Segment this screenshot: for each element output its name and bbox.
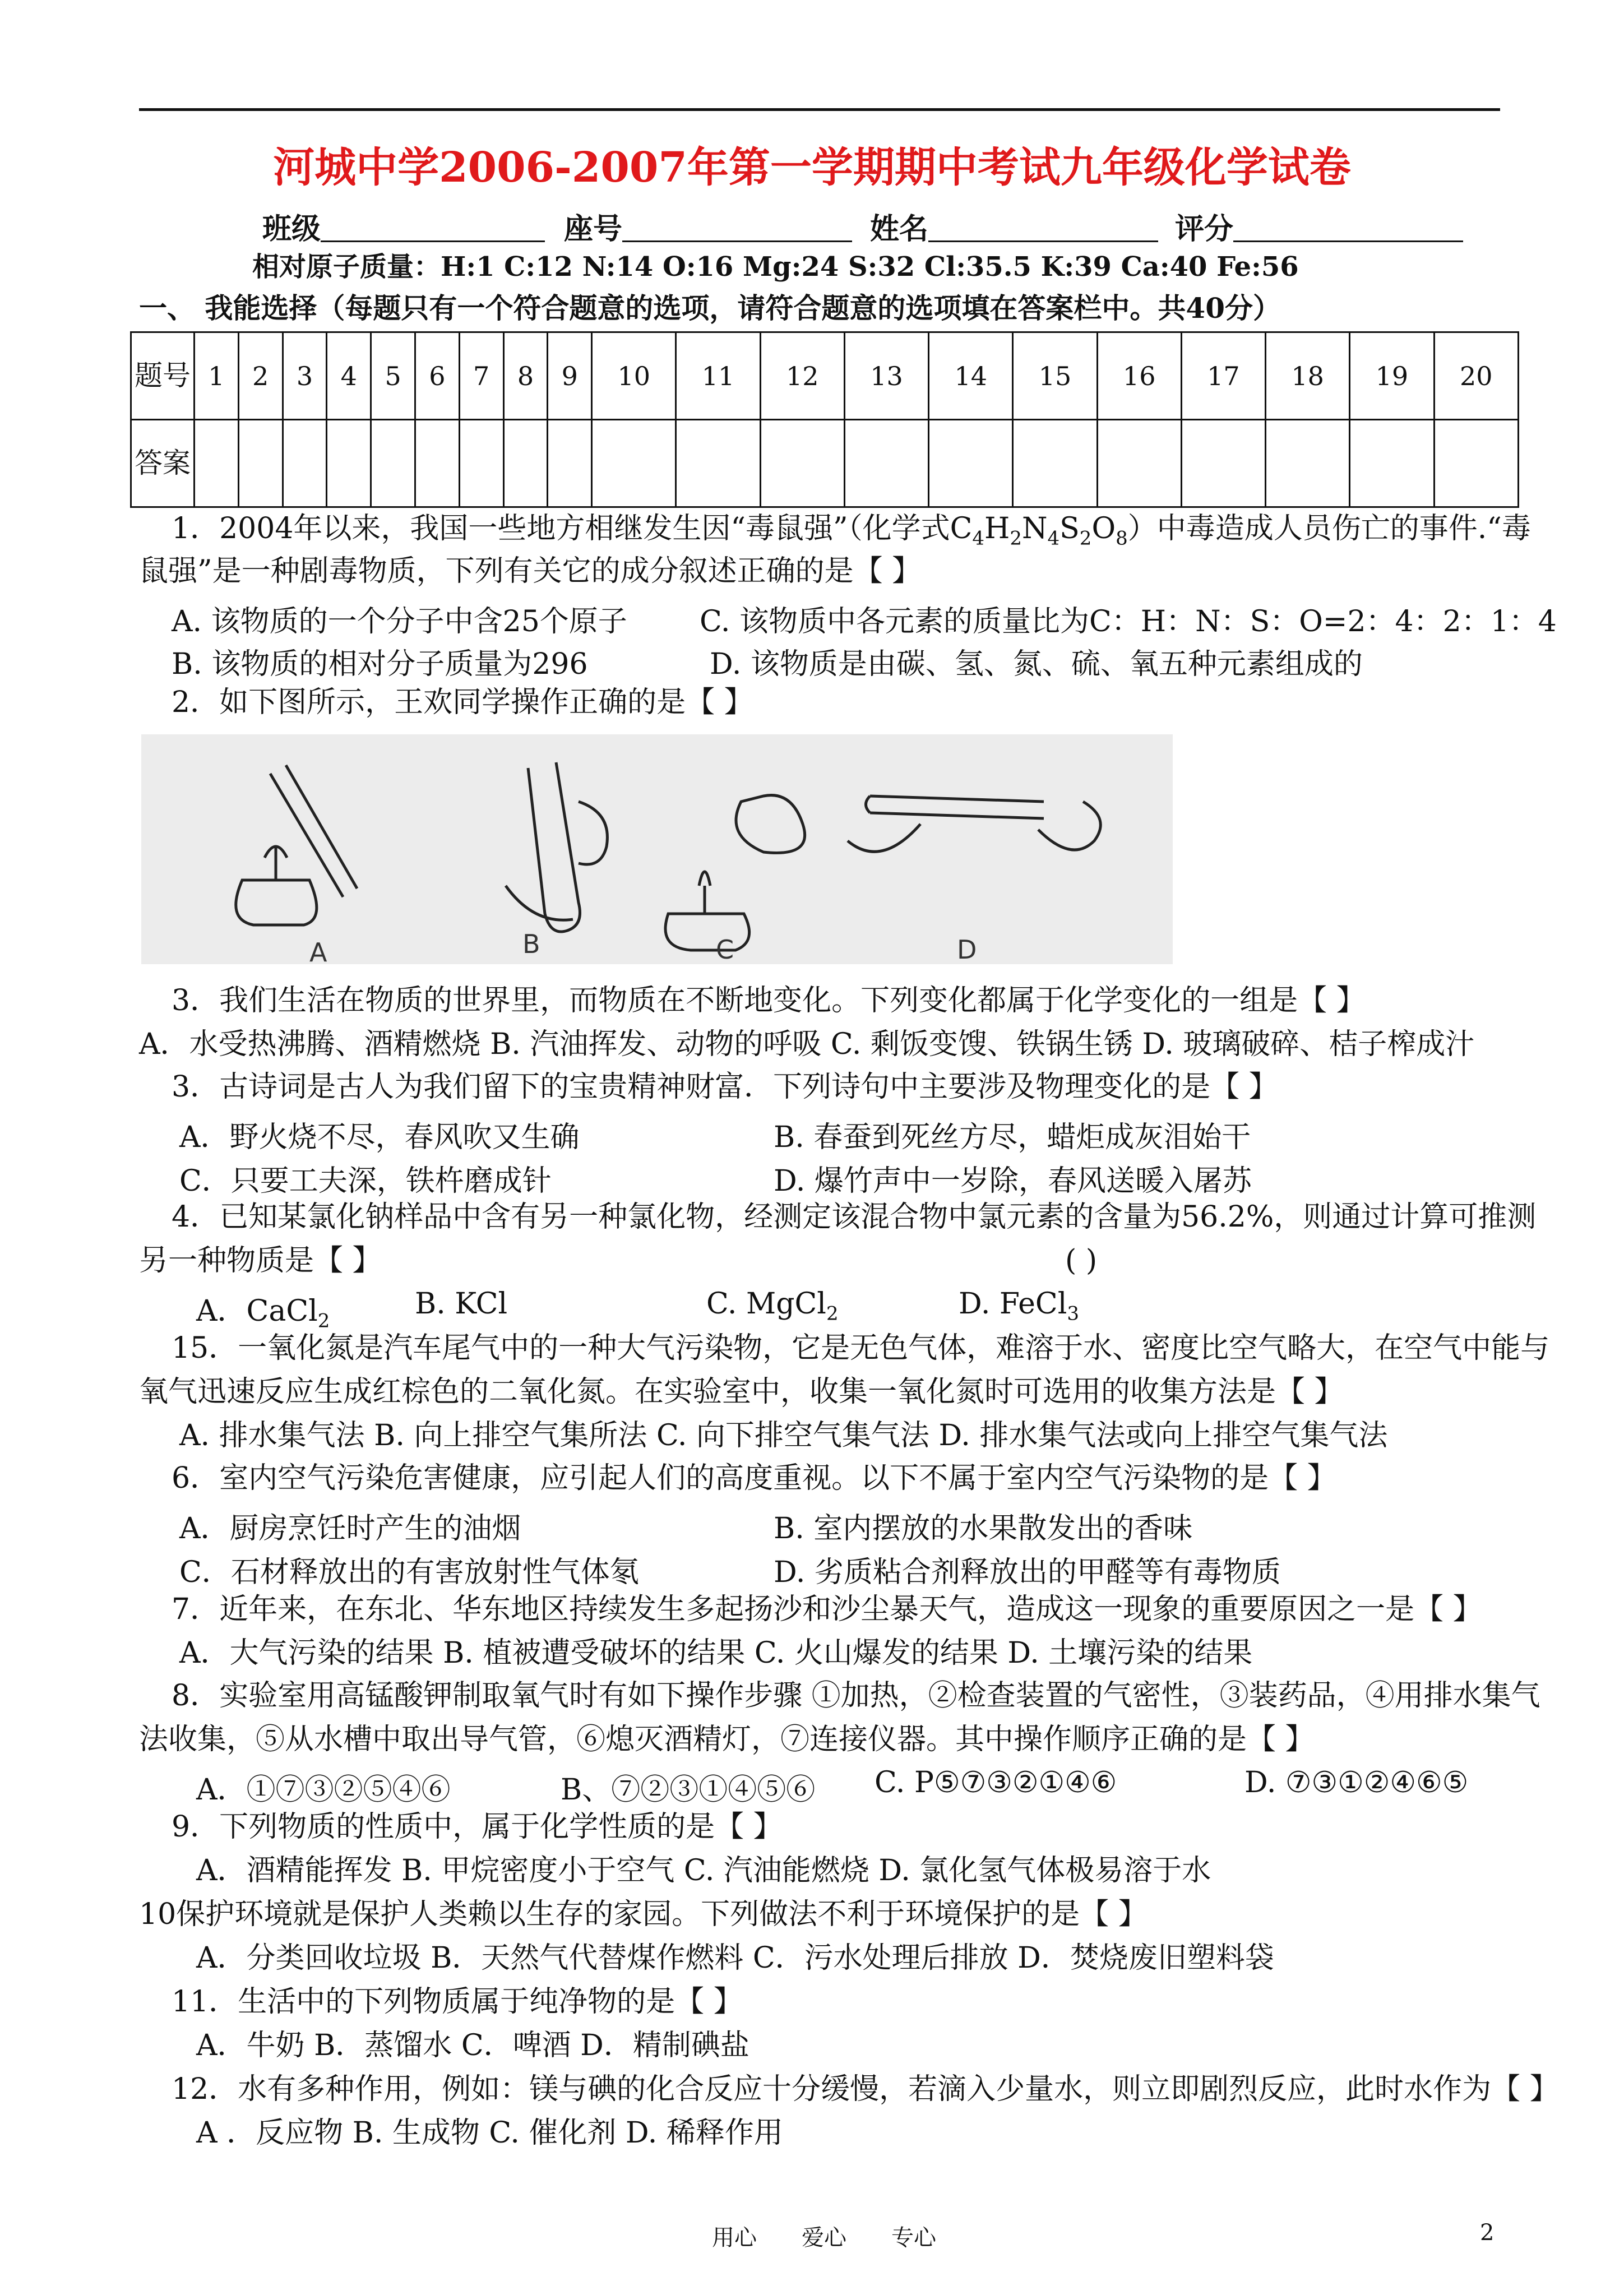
answer-cell-7[interactable] [459,420,503,507]
q-number-20: 20 [1434,332,1518,420]
q8-option-b: B、⑦②③①④⑤⑥ [561,1773,816,1807]
q10-text: 10保护环境就是保护人类赖以生存的家园。下列做法不利于环境保护的是【 】 [139,1898,1148,1931]
page-number: 2 [1480,2220,1495,2246]
q4-line1: 4．已知某氯化钠样品中含有另一种氯化物，经测定该混合物中氯元素的含量为56.2%，则通过计算可推测 [172,1200,1537,1234]
q-number-2: 2 [238,332,283,420]
q-number-17: 17 [1181,332,1265,420]
q-number-7: 7 [459,332,503,420]
q1-line2: 鼠强”是一种剧毒物质，下列有关它的成分叙述正确的是【 】 [139,554,922,588]
q2-figure [141,734,1173,964]
answer-cell-13[interactable] [844,420,928,507]
answer-cell-8[interactable] [503,420,548,507]
q11-options: A．牛奶 B．蒸馏水 C．啤酒 D．精制碘盐 [196,2029,749,2062]
q-number-5: 5 [371,332,415,420]
score-blank[interactable] [1233,212,1463,242]
answer-cell-3[interactable] [283,420,327,507]
q4-option-b: B. KCl [415,1287,508,1321]
footer-slogan-1: 用心 [712,2225,757,2251]
answer-cell-1[interactable] [195,420,239,507]
seat-blank[interactable] [622,212,852,242]
q1-text-b: ）中毒造成人员伤亡的事件.“毒 [1127,512,1531,545]
q9-text: 9．下列物质的性质中，属于化学性质的是【 】 [172,1810,783,1844]
q3b-option-a: A．野火烧不尽，春风吹又生确 [179,1121,580,1154]
class-label: 班级 [262,212,321,246]
footer-slogan-2: 爱心 [802,2225,846,2251]
q7-options: A．大气污染的结果 B. 植被遭受破坏的结果 C. 火山爆发的结果 D. 土壤污染的结果 [179,1636,1253,1670]
q7-text: 7．近年来，在东北、华东地区持续发生多起扬沙和沙尘暴天气，造成这一现象的重要原因之一是【 】 [172,1593,1482,1626]
q3b-option-c: C．只要工夫深，铁杵磨成针 [179,1164,552,1198]
q1-text-a: 1．2004年以来，我国一些地方相继发生因“毒鼠强”（化学式 [172,512,950,545]
q-number-3: 3 [283,332,327,420]
figure-label-d: D [957,934,977,964]
answer-row-label: 答案 [131,420,195,507]
q-number-16: 16 [1097,332,1181,420]
lab-operations-illustration [141,734,1173,964]
q4-option-c: C. MgCl$_2$ [706,1287,839,1325]
q15-options: A. 排水集气法 B. 向上排空气集所法 C. 向下排空气集气法 D. 排水集气法或向上排空气集气法 [179,1419,1388,1452]
answer-cell-11[interactable] [676,420,760,507]
q-number-15: 15 [1013,332,1097,420]
number-row-label: 题号 [131,332,195,420]
q4-option-d: D. FeCl$_3$ [959,1287,1079,1325]
q8-line1: 8．实验室用高锰酸钾制取氧气时有如下操作步骤 ①加热，②检查装置的气密性，③装药品，④用排水集气 [172,1679,1540,1713]
q-number-9: 9 [548,332,592,420]
q-number-4: 4 [327,332,371,420]
q-number-12: 12 [760,332,844,420]
q9-options: A．酒精能挥发 B. 甲烷密度小于空气 C. 汽油能燃烧 D. 氯化氢气体极易溶于水 [196,1854,1211,1887]
class-field [262,205,545,247]
page-title: 河城中学2006-2007年第一学期期中考试九年级化学试卷 [273,144,1351,192]
seat-label: 座号 [564,212,623,246]
q3b-text: 3．古诗词是古人为我们留下的宝贵精神财富．下列诗句中主要涉及物理变化的是【 】 [172,1070,1278,1104]
q1-option-d: D. 该物质是由碳、氢、氮、硫、氧五种元素组成的 [710,647,1363,681]
q12-text: 12．水有多种作用，例如：镁与碘的化合反应十分缓慢，若滴入少量水，则立即剧烈反应，此时水作为【 】 [172,2072,1559,2106]
q1-line1 [172,511,1531,550]
answer-cell-15[interactable] [1013,420,1097,507]
q3a-options: A．水受热沸腾、酒精燃烧 B. 汽油挥发、动物的呼吸 C. 剩饭变馊、铁锅生锈 D. 玻璃破碎、桔子榨成汁 [139,1028,1475,1061]
seat-field [564,205,852,247]
q15-line2: 氧气迅速反应生成红棕色的二氧化氮。在实验室中，收集一氧化氮时可选用的收集方法是【 】 [139,1375,1344,1409]
top-rule [139,108,1500,111]
q6-option-a: A．厨房烹饪时产生的油烟 [179,1512,521,1546]
figure-label-a: A [309,937,327,964]
q3b-option-d: D. 爆竹声中一岁除，春风送暖入屠苏 [774,1164,1252,1198]
answer-row [131,420,1519,507]
q10-options: A．分类回收垃圾 B．天然气代替煤作燃料 C．污水处理后排放 D．焚烧废旧塑料袋 [196,1941,1274,1975]
q4-option-a: A．CaCl$_2$ [196,1294,330,1332]
q-number-10: 10 [592,332,676,420]
q4-paren: ( ) [1065,1244,1098,1278]
q4-line2: 另一种物质是【 】 [139,1244,382,1278]
q8-option-d: D. ⑦③①②④⑥⑤ [1244,1766,1469,1799]
answer-cell-5[interactable] [371,420,415,507]
q12-options: A ．反应物 B. 生成物 C. 催化剂 D. 稀释作用 [196,2116,783,2150]
q-number-19: 19 [1350,332,1434,420]
q3b-option-b: B. 春蚕到死丝方尽，蜡炬成灰泪始干 [774,1121,1251,1154]
answer-cell-6[interactable] [415,420,459,507]
answer-cell-16[interactable] [1097,420,1181,507]
section-heading: 一、 我能选择（每题只有一个符合题意的选项，请符合题意的选项填在答案栏中。共40分） [139,291,1281,325]
answer-cell-19[interactable] [1350,420,1434,507]
answer-cell-9[interactable] [548,420,592,507]
answer-cell-14[interactable] [929,420,1013,507]
q11-text: 11．生活中的下列物质属于纯净物的是【 】 [172,1985,743,2019]
answer-cell-4[interactable] [327,420,371,507]
q3a-text: 3．我们生活在物质的世界里，而物质在不断地变化。下列变化都属于化学变化的一组是【 】 [172,984,1366,1017]
answer-cell-17[interactable] [1181,420,1265,507]
score-field [1175,205,1463,247]
answer-table [130,331,1519,508]
q1-option-a: A. 该物质的一个分子中含25个原子 [172,605,627,638]
q6-text: 6．室内空气污染危害健康，应引起人们的高度重视。以下不属于室内空气污染物的是【 】 [172,1461,1336,1495]
answer-cell-10[interactable] [592,420,676,507]
footer-slogan-3: 专心 [891,2225,936,2251]
answer-cell-20[interactable] [1434,420,1518,507]
q6-option-c: C．石材释放出的有害放射性气体氡 [179,1556,639,1589]
q-number-14: 14 [929,332,1013,420]
q1-formula: $C_4H_2N_4S_2O_8$ [950,512,1128,550]
q6-option-d: D. 劣质粘合剂释放出的甲醛等有毒物质 [774,1556,1281,1589]
q1-option-c: C. 该物质中各元素的质量比为C：H：N：S：O=2：4：2：1：4 [700,605,1557,638]
answer-cell-12[interactable] [760,420,844,507]
figure-label-b: B [522,929,540,959]
q-number-8: 8 [503,332,548,420]
q8-option-a: A．①⑦③②⑤④⑥ [196,1773,451,1807]
q6-option-b: B. 室内摆放的水果散发出的香味 [774,1512,1193,1546]
answer-cell-2[interactable] [238,420,283,507]
answer-cell-18[interactable] [1266,420,1350,507]
q-number-1: 1 [195,332,239,420]
name-field [870,205,1158,247]
q2-text: 2．如下图所示，王欢同学操作正确的是【 】 [172,686,753,719]
figure-label-c: C [716,934,734,964]
atomic-mass-line: 相对原子质量：H:1 C:12 N:14 O:16 Mg:24 S:32 Cl:35.5 K:39 Ca:40 Fe:56 [252,251,1299,283]
q1-option-b: B. 该物质的相对分子质量为296 [172,647,588,681]
name-blank[interactable] [928,212,1158,242]
number-row [131,332,1519,420]
q8-line2: 法收集，⑤从水槽中取出导气管，⑥熄灭酒精灯，⑦连接仪器。其中操作顺序正确的是【 】 [139,1723,1315,1756]
q8-option-c: C. P⑤⑦③②①④⑥ [875,1766,1117,1799]
q-number-18: 18 [1266,332,1350,420]
q15-line1: 15．一氧化氮是汽车尾气中的一种大气污染物，它是无色气体，难溶于水、密度比空气略大，在空气中能与 [172,1331,1550,1365]
score-label: 评分 [1175,212,1234,246]
name-label: 姓名 [870,212,929,246]
q-number-11: 11 [676,332,760,420]
class-blank[interactable] [321,212,545,242]
q-number-13: 13 [844,332,928,420]
q-number-6: 6 [415,332,459,420]
